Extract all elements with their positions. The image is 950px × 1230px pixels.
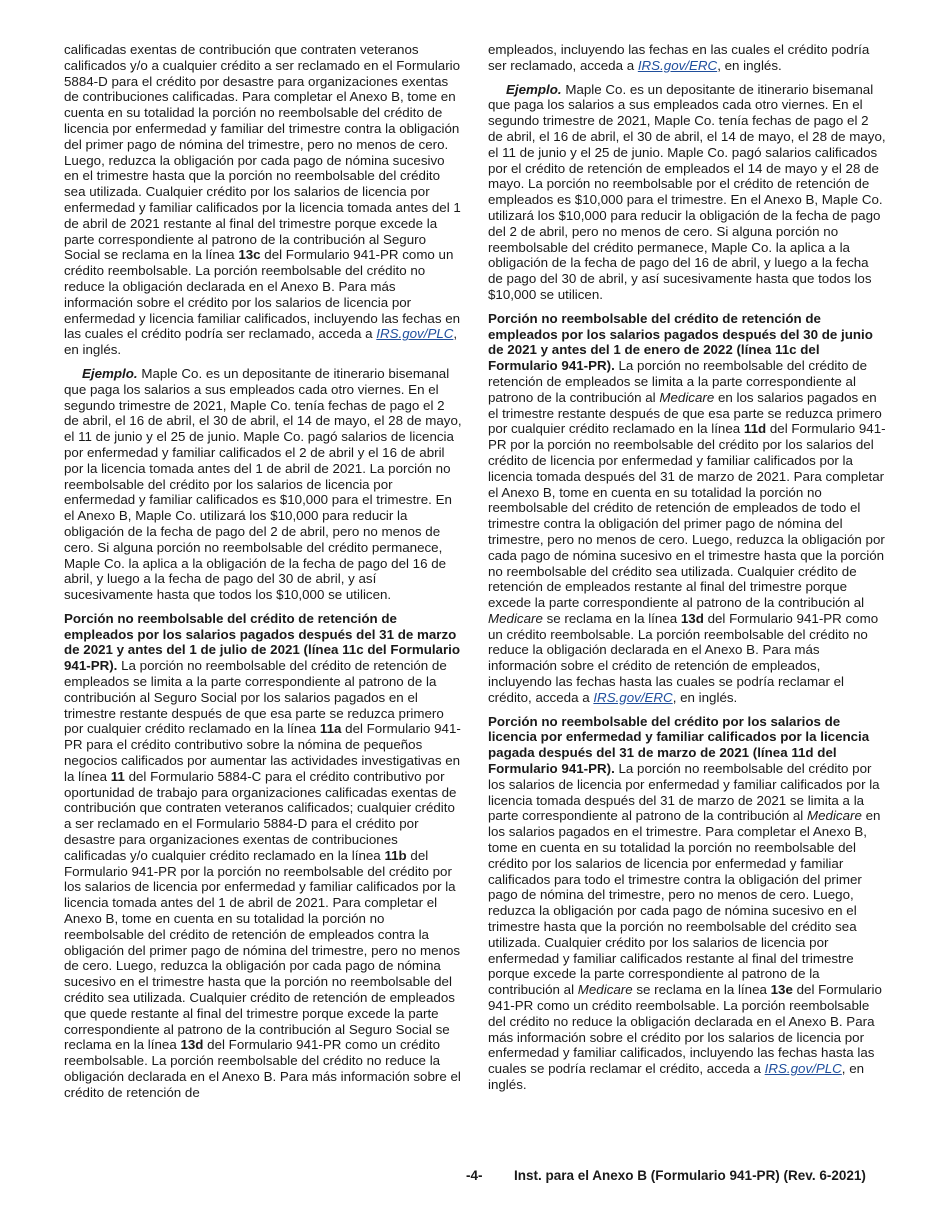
text: , en inglés. [717, 57, 782, 73]
text: La porción no reembolsable del crédito por los salarios de licencia por enfermedad y familiar calificados por la licencia tomada después del 31 de marzo de 2021 se limita a la parte correspondiente al patrono de la contribución al [488, 761, 880, 824]
right-section-erc-june [488, 311, 886, 706]
section-heading: Porción no reembolsable del crédito por los salarios de licencia por enfermedad y familiar calificados por la licencia pagada después del 31 de marzo de 2021 (línea 11d del Formulario 941-PR). [488, 713, 870, 777]
text: Maple Co. es un depositante de itinerario bisemanal que paga los salarios a sus empleados cada otro viernes. En el segundo trimestre de 2021, Maple Co. tenía fechas de pago el 2 de abril, el 16 de abril, el 30 de abril, el 14 de mayo, el 28 de mayo, el 11 de junio y el 25 de junio. Maple Co. pagó salarios de licencia por enfermedad y familiar calificados el 2 de abril y el 16 de abril por la licencia tomada antes del 1 de abril de 2021. La porción no reembolsable del crédito por los salarios de licencia por enfermedad y familiar calificados es $10,000 para el trimestre. En el Anexo B, Maple Co. utilizará los $10,000 para reducir la obligación de la fecha de pago del 2 de abril, pero no menos de cero. Si alguna porción no reembolsable del crédito permanece, Maple Co. la aplica a la obligación de la fecha de pago del 16 de abril, y luego a la fecha de pago del 30 de abril, y así sucesivamente hasta que todos los $10,000 se utilicen. [64, 365, 462, 603]
text: calificadas exentas de contribución que contraten veteranos calificados y/o a cualquier crédito a ser reclamado en el Formulario 5884-D para el crédito por desastre para organizaciones exentas de contribuciones calificadas. Para completar el Anexo B, tome en cuenta en su totalidad la porción no reembolsable del crédito de licencia por enfermedad y familiar del trimestre contra la obligación del primer pago de nómina del trimestre, pero no menos de cero. Luego, reduzca la obligación por cada pago de nómina sucesivo en el trimestre hasta que la porción no reembolsable del crédito sea utilizada. Cualquier crédito por los salarios de licencia por enfermedad y familiar calificados por la licencia tomada antes del 1 de abril de 2021 restante al final del trimestre porque excede la parte correspondiente al patrono de la contribución al Seguro Social se reclama en la línea [64, 42, 461, 263]
text: del Formulario 941-PR como un crédito reembolsable. La porción reembolsable del crédito no reduce la obligación declarada en el Anexo B. Para más información sobre el crédito de retención de [64, 1037, 461, 1100]
section-heading: Porción no reembolsable del crédito de retención de empleados por los salarios pagados después del 31 de marzo de 2021 y antes del 1 de julio de 2021 (línea 11c del Formulario 941-PR). [64, 610, 461, 674]
irs-erc-link[interactable]: IRS.gov/ERC [593, 689, 673, 705]
text: , en inglés. [672, 689, 738, 705]
text: empleados, incluyendo las fechas en las cuales el crédito podría ser reclamado, acceda a [488, 42, 870, 73]
line-ref: 11a [319, 721, 342, 737]
text: , en inglés. [64, 326, 458, 358]
medicare-term: Medicare [659, 389, 715, 405]
left-section-erc-march [64, 611, 462, 1101]
text: Maple Co. es un depositante de itinerario bisemanal que paga los salarios a sus empleados cada otro viernes. En el segundo trimestre de 2021, Maple Co. tenía fechas de pago el 2 de abril, el 16 de abril, el 30 de abril, el 14 de mayo, el 28 de mayo, el 11 de junio y el 25 de junio. Maple Co. pagó salarios calificados por el crédito de retención de empleados el 14 de mayo y el 28 de mayo. La porción no reembolsable por el crédito de retención de empleados es $10,000 para el trimestre. En el Anexo B, Maple Co. utilizará los $10,000 para reducir la obligación de la fecha de pago del 2 de abril, pero no menos de cero. Si alguna porción no reembolsable del crédito permanece, Maple Co. la aplica a la obligación de la fecha de pago del 16 de abril, y luego a la fecha de pago del 30 de abril, y así sucesivamente hasta que todos los $10,000 se utilicen. [488, 81, 886, 302]
text: , en inglés. [488, 1061, 865, 1092]
medicare-term: Medicare [577, 982, 633, 998]
text: del Formulario 941-PR como un crédito reembolsable. La porción reembolsable del crédito no reduce la obligación declarada en el Anexo B. Para más información sobre el crédito de retención de empleados, incluyendo las fechas hasta las cuales se podría reclamar el crédito, acceda a [488, 610, 879, 705]
medicare-term: Medicare [488, 610, 543, 626]
line-ref: 11b [384, 847, 407, 863]
left-example-paragraph [64, 366, 462, 603]
text: se reclama en la línea [542, 610, 681, 626]
right-column [488, 42, 886, 1101]
text: del Formulario 941-PR como un crédito reembolsable. La porción reembolsable del crédito no reduce la obligación declarada en el Anexo B. Para más información sobre el crédito por los salarios de licencia por enfermedad y licencia familiar calificados, incluyendo las fechas en las cuales el crédito podría ser reclamado, acceda a [64, 247, 461, 342]
example-label: Ejemplo. [82, 365, 138, 381]
page-number: -4- [466, 1168, 483, 1183]
left-paragraph-1 [64, 42, 462, 358]
line-ref: 13e [770, 982, 793, 998]
line-ref: 13c [238, 247, 261, 263]
irs-erc-link[interactable]: IRS.gov/ERC [637, 57, 718, 73]
right-example-paragraph [488, 82, 886, 303]
line-ref: 11 [110, 768, 125, 784]
irs-plc-link[interactable]: IRS.gov/PLC [376, 326, 454, 342]
line-ref: 11d [743, 421, 767, 437]
text: del Formulario 941-PR para el crédito contributivo sobre la nómina de pequeños negocios calificados por aumentar las actividades investigativas en la línea [64, 721, 461, 784]
irs-plc-link[interactable]: IRS.gov/PLC [764, 1061, 842, 1077]
right-section-sick-leave [488, 714, 886, 1093]
text: La porción no reembolsable del crédito de retención de empleados se limita a la parte correspondiente al patrono de la contribución al [488, 358, 868, 405]
right-paragraph-1 [488, 42, 886, 74]
section-heading: Porción no reembolsable del crédito de retención de empleados por los salarios pagados después del 30 de junio de 2021 y antes del 1 de enero de 2022 (línea 11c del Formulario 941-PR). [488, 310, 873, 374]
footer-title: Inst. para el Anexo B (Formulario 941-PR) (Rev. 6-2021) [514, 1168, 866, 1183]
text: del Formulario 941-PR por la porción no reembolsable del crédito por los salarios del crédito de licencia por enfermedad y familiar calificados por la licencia tomada después del 31 de marzo de 2021. Para completar el Anexo B, tome en cuenta en su totalidad la porción no reembolsable del crédito de retención de empleados de todo el trimestre contra la obligación del primer pago de nómina del trimestre, pero no menos de cero. Luego, reduzca la obligación por cada pago de nómina sucesivo en el trimestre hasta que la porción no reembolsable del crédito sea utilizada. Cualquier crédito de retención de empleados restante al final del trimestre porque excede la parte correspondiente al patrono de la contribución al [488, 421, 886, 611]
line-ref: 13d [680, 610, 704, 626]
example-label: Ejemplo. [506, 81, 562, 97]
line-ref: 13d [180, 1037, 204, 1053]
left-column [64, 42, 462, 1109]
text: del Formulario 941-PR como un crédito reembolsable. La porción reembolsable del crédito no reduce la obligación declarada en el Anexo B. Para más información sobre el crédito por los salarios de licencia por enfermedad y familiar calificados, incluyendo las fechas hasta las cuales se podría reclamar el crédito, acceda a [488, 982, 882, 1077]
text: La porción no reembolsable del crédito de retención de empleados se limita a la parte correspondiente al patrono de la contribución al Seguro Social por los salarios pagados en el trimestre restante después de que esa parte se reduzca primero por cualquier crédito reclamado en la línea [64, 658, 447, 737]
text: del Formulario 941-PR por la porción no reembolsable del crédito por los salarios de licencia por enfermedad y familiar calificados por la licencia tomada antes del 1 de abril de 2021. Para completar el Anexo B, tome en cuenta en su totalidad la porción no reembolsable del crédito de retención de empleados contra la obligación del primer pago de nómina del trimestre, pero no menos de cero. Luego, reduzca la obligación por cada pago de nómina sucesivo en el trimestre hasta que la porción no reembolsable del crédito sea utilizada. Cualquier crédito de retención de empleados que quede restante al final del trimestre porque excede la parte correspondiente al patrono de la contribución al Seguro Social se reclama en la línea [64, 847, 461, 1053]
text: en los salarios pagados en el trimestre restante después de que esa parte se reduzca primero por cualquier crédito reclamado en la línea [488, 389, 882, 437]
text: en los salarios pagados en el trimestre. Para completar el Anexo B, tome en cuenta en su totalidad la porción no reembolsable del crédito por los salarios de licencia por enfermedad y familiar calificados para todo el trimestre contra la obligación del primer pago de nómina del trimestre, pero no menos de cero. Luego, reduzca la obligación por cada pago de nómina sucesivo en el trimestre hasta que la porción no reembolsable del crédito sea utilizada. Cualquier crédito por los salarios de licencia por enfermedad y familiar calificados restante al final del trimestre porque excede la parte correspondiente al patrono de la contribución al [488, 808, 881, 998]
medicare-term: Medicare [806, 808, 862, 824]
text: se reclama en la línea [632, 982, 771, 998]
text: del Formulario 5884-C para el crédito contributivo por oportunidad de trabajo para organizaciones calificadas exentas de contribución que contraten veteranos calificados; cualquier crédito a ser reclamado en el Formulario 5884-D para el crédito por desastre para organizaciones exentas de contribuciones calificadas y/o cualquier crédito reclamado en la línea [64, 768, 457, 863]
